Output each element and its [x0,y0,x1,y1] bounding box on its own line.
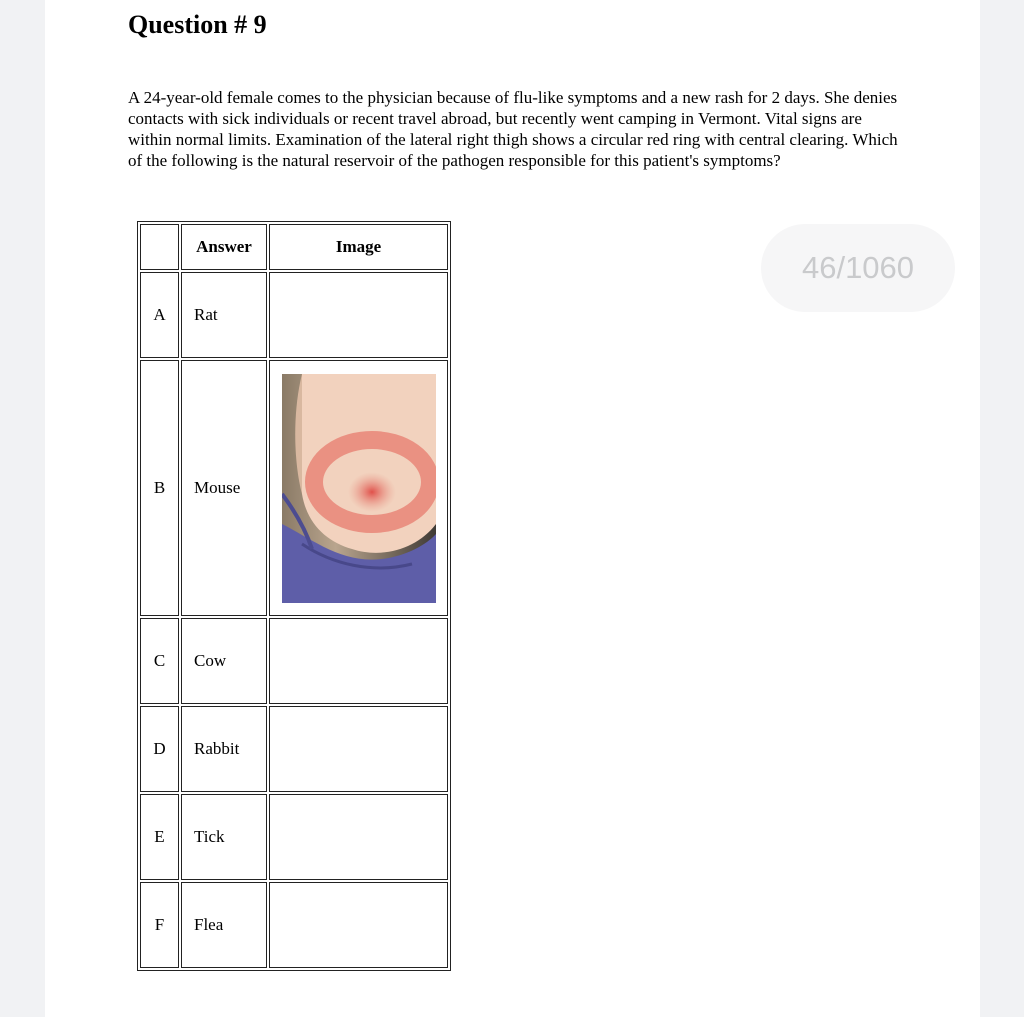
question-stem: A 24-year-old female comes to the physician because of flu-like symptoms and a new rash for 2 days. She denies contacts with sick individuals or recent travel abroad, but recently went camping in Vermont. Vital signs are within normal limits. Examination of the lateral right thigh shows a circular red ring with central clearing. Which of the following is the natural reservoir of the pathogen responsible for this patient's symptoms? [128,88,898,170]
header-letter [140,224,179,270]
answer-row-c[interactable] [140,618,448,704]
answer-text: Rabbit [181,706,267,792]
answer-row-b[interactable] [140,360,448,616]
answer-row-d[interactable] [140,706,448,792]
table-header-row [140,224,448,270]
answer-image-cell [269,882,448,968]
answer-text: Mouse [181,360,267,616]
answer-image-cell [269,618,448,704]
answer-letter: A [140,272,179,358]
erythema-migrans-rash-image [282,374,436,603]
answer-image-cell [269,360,448,616]
answer-row-e[interactable] [140,794,448,880]
answer-row-f[interactable] [140,882,448,968]
answer-image-cell [269,272,448,358]
answer-image-cell [269,794,448,880]
answer-letter: E [140,794,179,880]
question-page [45,0,980,1017]
answer-row-a[interactable] [140,272,448,358]
answer-letter: D [140,706,179,792]
answer-image-cell [269,706,448,792]
answer-text: Flea [181,882,267,968]
header-image: Image [269,224,448,270]
answer-table [137,221,451,971]
answer-letter: F [140,882,179,968]
question-title: Question # 9 [128,10,267,39]
answer-letter: B [140,360,179,616]
answer-text: Rat [181,272,267,358]
question-counter-badge: 46/1060 [761,224,955,312]
answer-text: Tick [181,794,267,880]
header-answer: Answer [181,224,267,270]
answer-letter: C [140,618,179,704]
answer-text: Cow [181,618,267,704]
